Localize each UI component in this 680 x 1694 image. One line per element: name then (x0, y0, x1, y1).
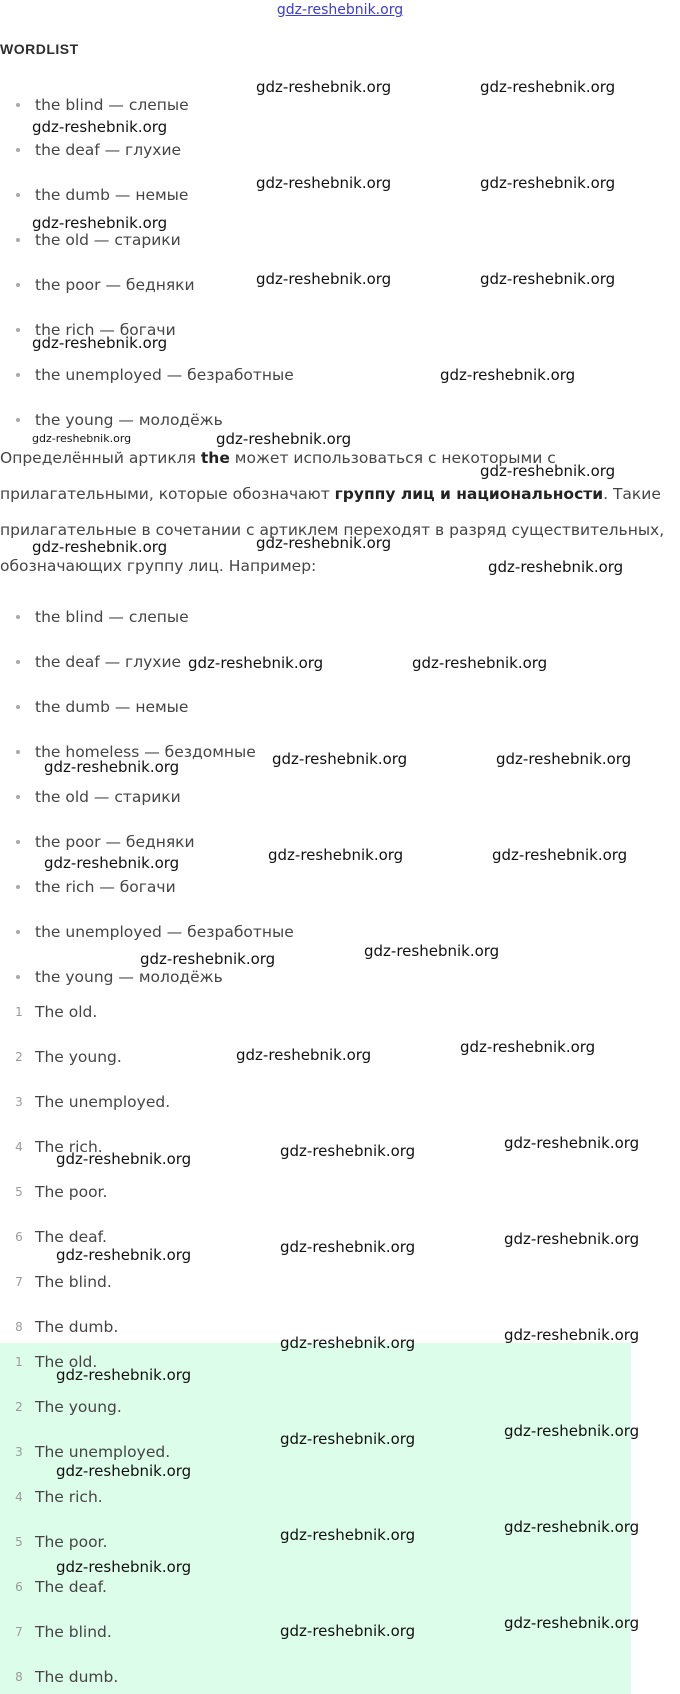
bullet-icon (16, 103, 20, 107)
bullet-icon (16, 328, 20, 332)
site-header[interactable] (0, 2, 680, 18)
watermark: gdz-reshebnik.org (32, 214, 168, 232)
watermark: gdz-reshebnik.org (216, 430, 352, 448)
watermark: gdz-reshebnik.org (412, 654, 548, 672)
watermark: gdz-reshebnik.org (280, 1334, 416, 1352)
watermark: gdz-reshebnik.org (496, 750, 632, 768)
watermark: gdz-reshebnik.org (32, 334, 168, 352)
watermark: gdz-reshebnik.org (256, 534, 392, 552)
watermark: gdz-reshebnik.org (280, 1430, 416, 1448)
watermark: gdz-reshebnik.org (488, 558, 624, 576)
watermark: gdz-reshebnik.org (480, 78, 616, 96)
bullet-icon (16, 238, 20, 242)
watermark: gdz-reshebnik.org (56, 1366, 192, 1384)
site-header-link[interactable]: gdz-reshebnik.org (276, 2, 404, 18)
watermark: gdz-reshebnik.org (504, 1422, 640, 1440)
wordlist-title: WORDLIST (0, 41, 79, 57)
watermark: gdz-reshebnik.org (280, 1526, 416, 1544)
bullet-icon (16, 660, 20, 664)
watermark: gdz-reshebnik.org (44, 758, 180, 776)
bullet-icon (16, 373, 20, 377)
watermark: gdz-reshebnik.org (504, 1134, 640, 1152)
bullet-icon (16, 418, 20, 422)
watermark: gdz-reshebnik.org (56, 1462, 192, 1480)
bullet-icon (16, 840, 20, 844)
watermark: gdz-reshebnik.org (56, 1246, 192, 1264)
watermark: gdz-reshebnik.org (480, 270, 616, 288)
watermark: gdz-reshebnik.org (44, 854, 180, 872)
watermark: gdz-reshebnik.org (280, 1622, 416, 1640)
watermark: gdz-reshebnik.org (56, 1558, 192, 1576)
watermark: gdz-reshebnik.org (364, 942, 500, 960)
article-the: the (200, 449, 230, 467)
bullet-icon (16, 795, 20, 799)
bullet-icon (16, 750, 20, 754)
bullet-icon (16, 705, 20, 709)
watermark: gdz-reshebnik.org (188, 654, 324, 672)
watermark: gdz-reshebnik.org (272, 750, 408, 768)
watermark: gdz-reshebnik.org (280, 1238, 416, 1256)
bullet-icon (16, 283, 20, 287)
watermark: gdz-reshebnik.org (504, 1614, 640, 1632)
rule-paragraph: Определённый артикля the может использоваться с некоторыми с прилагательными, которые обозначают группу лиц и национальности. Такие прилагательные в сочетании с артиклем переходят в разряд существительных, обозначающих группу лиц. Например: (0, 449, 665, 575)
watermark: gdz-reshebnik.org (256, 174, 392, 192)
watermark: gdz-reshebnik.org (256, 270, 392, 288)
group-highlight: группу лиц и национальности (334, 485, 604, 503)
bullet-icon (16, 148, 20, 152)
watermark: gdz-reshebnik.org (504, 1230, 640, 1248)
watermark: gdz-reshebnik.org (504, 1326, 640, 1344)
watermark: gdz-reshebnik.org (504, 1518, 640, 1536)
bullet-icon (16, 193, 20, 197)
watermark: gdz-reshebnik.org (492, 846, 628, 864)
watermark: gdz-reshebnik.org (440, 366, 576, 384)
watermark: gdz-reshebnik.org (32, 432, 132, 445)
watermark: gdz-reshebnik.org (32, 118, 168, 136)
bullet-icon (16, 885, 20, 889)
watermark: gdz-reshebnik.org (56, 1150, 192, 1168)
bullet-icon (16, 615, 20, 619)
bullet-icon (16, 930, 20, 934)
watermark: gdz-reshebnik.org (480, 462, 616, 480)
watermark: gdz-reshebnik.org (140, 950, 276, 968)
watermark: gdz-reshebnik.org (236, 1046, 372, 1064)
watermark: gdz-reshebnik.org (480, 174, 616, 192)
watermark: gdz-reshebnik.org (460, 1038, 596, 1056)
watermark: gdz-reshebnik.org (268, 846, 404, 864)
bullet-icon (16, 975, 20, 979)
watermark: gdz-reshebnik.org (280, 1142, 416, 1160)
watermark: gdz-reshebnik.org (256, 78, 392, 96)
watermark: gdz-reshebnik.org (32, 538, 168, 556)
